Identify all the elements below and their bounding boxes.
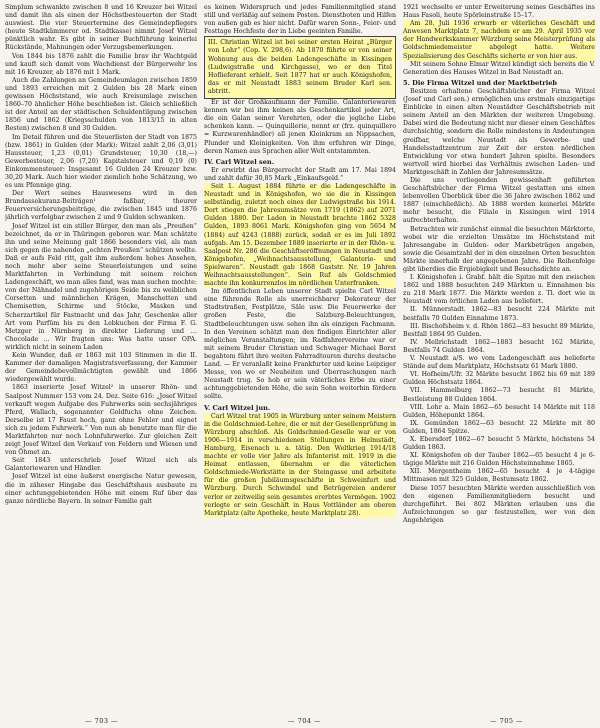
paragraph: Betrachten wir zunächst einmal die besuchten Märktorte, wobei wir die erzielten Umsätze im Höchststand mit Jahresangabe in Gulden- oder Markbeträgen angeben, sowie die Gesamtzahl der in den einzelnen Orten besuchten Märkte innerhalb der angegebenen Jahre. Die Reihenfolge gibt überdies die Ergiebigkeit und Besuchsdichte an. — [403, 225, 595, 273]
paragraph: 1921 wechselte er unter Erweiterung seines Geschäftes ins Haus Fasoli, heute Spörleinstraße 15–17. — [403, 4, 595, 20]
paragraph: X. Ebersdorf 1862—67 besucht 5 Märkte, höchstens 54 Gulden 1863. — [403, 435, 595, 452]
paragraph: VI. Hofheim/Ufr. 32 Märkte besucht 1862 bis 69 mit 189 Gulden Höchstsatz 1864. — [403, 371, 595, 387]
page-number-center: — 704 — — [288, 717, 322, 725]
paragraph: VII. Hammelburg 1862—73 besucht 81 Märkte, Bestleistung 88 Gulden 1864. — [403, 387, 595, 403]
page-number-right: — 705 — — [490, 717, 524, 725]
paragraph: Seit 1. August 1884 führte er die Ladengeschäfte in Neustadt und in Königshofen, wo sie die in Kissingen selbständig, zuletzt noch eines der Ludwigstraße bis 1914. Dort stiegen die Jahresumsätze von 1719 (1862) auf 2071 Gulden 1880. Der Laden in Neustadt brachte 1862 5328 Gulden, 1893 8061 Mark. Königshofen ging von 5654 M (1884) auf 4243 (1888) zurück, sodaß er es im Juli 1892 aufgab. Am 15. Dezember 1889 inserierte er in der Rhön- u. Saalpost Nr. 286 die Geschäftseröffnungen in Neustadt und Königshofen, „Weihnachtsausstellung, Galanterie- und Spielwaren“. Neustadt gab 1868 Gaststr. Nr. 19 Jahren Weihnachtsausstellungen“. Sein Ruf als Goldschmied machte ihn konkurrenzlos im nördlichen Unterfranken. — [204, 182, 396, 288]
paragraph: Im Detail führen und die Steuerlisten der Stadt von 1875 (bzw. 1861) in Gulden (der Mark): Witzel zahlt 2,06 (3,01) Haussteuer, 1,23 (0,01) Grundsteuer, 10,30 (18,—) Gewerbesteuer, 2,06 (7,20) Kapitalsteuer und 0,19 (0) Einkommensteuer: Insgesamt 16 Gulden 24 Kreuzer bzw. 30,20 Mark. Auch hier wieder ziemlich hohe Schätzung, wo es um Pfennige ging. — [5, 133, 197, 190]
paragraph: Die uns vorliegenden gewissenhaft geführten Geschäftsbücher der Firma Witzel gestatten uns einen lebenvollen Überblick über die 36 Jahre zwischen 1862 und 1887 (einschließlich). Ab 1888 werden keinerlei Märkte mehr besucht, die Filiale in Kissingen wird 1914 aufrechterhalten. — [403, 176, 595, 225]
paragraph: Simplum schwankte zwischen 8 und 16 Kreuzer bei Witzel und damit ihn als einen der Höchstbesteuerten der Stadt auswiest. Die vier Steuertermine des Gemeindepflegers (heute Stadtkämmerer od. Stadtkasse) nimmt Josef Witzel pünktlich wahr. Es gibt in seiner Buchführung keinerlei Rückstände, Mahnungen oder Verzugsbemerkungen. — [5, 4, 197, 52]
paragraph: Er erwirbt das Bürgerrecht der Stadt am 17. Mai 1894 und zahlt dafür 30,85 Mark „Einkaufsgeld.“ — [204, 166, 396, 182]
section-heading: 5. Die Firma Witzel und der Marktbetrieb — [403, 78, 558, 87]
paragraph: Im öffentlichen Leben unserer Stadt spielte Carl Witzel eine führende Rolle als unerreichbarer Dekorateur der Stadtstraßen, Festplätze, Säle usw. Die Feuerwerke der großen Feste, die Salzburg-Beleuchtungen, Stadtbeleuchtungen usw. sehen ihn als einzigen Fachmann. In den Vereinen schätzt man den findigen Einrichter aller möglichen Veranstaltungen; im Radfahrervereine war er mit seinem Bruder Christian und Schwager Michael Borst begabtem führt ihre weiten Fahrradtouren durchs deutsche Land. — Er veranlaßt keine Frankfurter und keine Leipziger Messe, von wo er Neuheiten und Überraschungen nach Neustadt trug. So hob er sein väterliches Erbe zu einer achtunggebietenden Höhe, die sein Sohn weiterhin fördern sollte. — [204, 288, 396, 401]
paragraph: Am 28. Juli 1936 erwarb er väterliches Geschäft und Anwesen Marktplatz 7, nachdem er am 29. April 1935 vor der Handwerkskammer Würzburg seine Meisterprüfung als Goldschmiedemeister abgelegt hatte. Weitere Spezialisierung des Geschäfts sicherte er von hier aus. — [403, 20, 595, 60]
paragraph: Seit 1843 unterschrieb Josef Witzel sich als Galanteriewaren und Händler. — [5, 457, 197, 473]
paragraph: Carl Witzel trat 1905 in Würzburg unter seinem Meistern in die Goldschmied-Lehre, die er mit der Gesellenprüfung in Würzburg abschloß. Als Goldschmied-Geselle war er von 1906—1914 in verschiedenen Stellungen in Helmstädt, Hamburg, Eisenach u. a. tätig. Den Weltkrieg 1914/18 machte er volle vier Jahre als Infanterist mit. 1919 in die Heimat entlassen, übernahm er die väterlichen Goldschmiede-Werkstätte in der Steingasse und arbeitete für die großen Jubiläumsgeschäfte in Schweinfurt und Würzburg. Durch Schwindel und Betrügereien anderer verlor er zeitweilig sein gesamtes ererbtes Vermögen. 1902 verlegte er sein Geschäft in Haus Vottländer am oberen Marktplatz (alte Apotheke, heute Marktplatz 28). — [204, 412, 396, 517]
paragraph: Auch die Zahlungen an Gemeindeumlagen zwischen 1859 und 1893 erreichen mit 2 Gulden bis 28 Mark einen gewissen Höchststand, wie auch Kreisumlage zwischen 1860–70 ähnlicher Höhe beschließen ist. Gleich schließlich ist der Anteil an der städtischen Schuldentilgung zwischen 1856 und 1862 (Kriegsschulden von 1813/15 in alten Resten) zwischen 8 und 30 Gulden. — [5, 76, 197, 133]
boxed-paragraph: III. Christian Witzel ist bei seiner ersten Heirat „Bürger von Lohr“ (Cop. V. 298,6). Ab 1870 führte er von seiner Wohnung aus die beiden Ladengeschäfte in Kissingen (Ludwigstraße und Kirchgasse), wo er den Titel Hoflieferant erhielt. Seit 1877 hat er auch Königshofen, das er mit Neustadt 1883 seinem Bruder Karl sen. abtritt. — [204, 36, 396, 99]
paragraph: Besitzen erhaltene Geschäftsbücher der Firma Witzel (Josef und Carl sen.) ermöglichen uns erstmals einzigartige Einblicke in einen alten Neustädter Geschäftsbetrieb mit seinem Anteil an den Märkten der weiteren Umgebung. Dabei wird die Bedeutung nicht nur dieser einen Geschäftes durchsichtig, sondern die Rolle mindestens in Andeutungen greifbar, welche Neustadt als Gewerbe- und Handelsstadtzentrum zur Zeit der ersten nördlichen Entwicklung vor etwa hundert Jahren spielte. Besonders wertvoll wird hierbei das Verhältnis zwischen Laden- und Marktgeschäft in Zahlen der Jahresumsätze. — [403, 87, 595, 176]
paragraph: V. Neustadt a/S. wo vom Ladengeschäft aus belieferte Stände auf dem Marktplatz, Höchstsatz 61 Mark 1880. — [403, 355, 595, 371]
paragraph: Von 1844 bis 1876 zahlt die Familie brav ihr Wachtgeld und kauft sich damit vom Wachdienst der Bürgerwehr los mit 16 Kreuzer, ab 1876 mit 1 Mark. — [5, 52, 197, 76]
paragraph: XII. Mergentheim 1862—65 besucht 4 je 4-tägige Mittmasen mit 325 Gulden, Bestumsatz 1862. — [403, 468, 595, 484]
column-right — [403, 4, 595, 712]
paragraph: VIII. Lohr a. Main 1862—65 besucht 14 Märkte mit 118 Gulden, Höhepunkt 1864. — [403, 403, 595, 419]
paragraph: Diese 1057 besuchten Märkte werden ausschließlich von den eigenen Familienmitgliedern besucht und durchgeführt. Bei 802 Märkten erlauben uns die Aufzeichnungen so gar festzustellen, wer von den Angehörigen — [403, 484, 595, 524]
paragraph: 1863 inserierte Josef Witzel² in unserer Rhön- und Saalpost Nummer 153 vom 24. Dez. Seite 616: „Josef Witzel verkauft wegen Aufgabe des Fuhrwerks sein sechsjähriges Pferd, Wallach, sogenannter Goldfuchs ohne Zeichen. Derselbe ist 17 Faust hoch, ganz ohne Fehler und eignet sich zu jedem Fuhrwerk.“ Von nun ab benutzte man für die Marktfahrten nur noch Lohnfuhrwerke. Zur gleichen Zeit zeigt Josef Witzel den Verkauf von Feldern und Wiesen und von Öhmet an. — [5, 384, 197, 457]
paragraph: IV. Mellrichstadt 1862—1883 besucht 162 Märkte, Bestfalls 74 Gulden 1864. — [403, 338, 595, 354]
paragraph: I. Königshofen i. Grabf. hält die Spitze mit den zwischen 1862 und 1888 besuchten 249 Märkten u. Einnahmen bis zu 218 Mark 1877. Die Märkte werden z. Tl. dort wie in Neustadt vom örtlichen Laden aus beliefert. — [403, 274, 595, 306]
paragraph: II. Münnerstadt. 1862—83 besucht 224 Märkte mit bestfalls 70 Gulden Einnahme 1873. — [403, 306, 595, 322]
column-left — [5, 4, 197, 712]
paragraph: Er ist der Großkaufmann der Familie. Galanteriewaren kennen wir bei ihm keinen als Geschenkartikel jeder Art, die ein Galan seiner Verehrten, oder die jegliche Liebe schenken kann. — Quinquillerie, nennt er (frz. quinquillero = Kurzwarenhändler) all jenen Kleinkram an Nippsachen, Plunder und Kleinigkeiten. Von ihm erfuhren wir Dinge, deren Namen aus Sprachen aller Welt entstammten. — [204, 99, 396, 155]
paragraph: IX. Gemünden 1862—63 besucht 22 Märkte mit 80 Gulden, 1864 Spitze. — [403, 419, 595, 435]
column-middle — [204, 4, 396, 712]
paragraph: III. Bischofsheim v. d. Rhön 1862—83 besucht 89 Märkte, Bestfall 1864 95 Gulden. — [403, 322, 595, 338]
paragraph: Josef Witzel ist ein stiller Bürger, den man als „Preußen“ bezeichnet, da er in Thüringen geboren war. Man schätzte ihn und seine Meinung galt 1866 besonders viel, als man sich gegen die nahenden „echten Preußen“ schützen wollte. Daß er aufs Feld ritt, galt ihm außerdem hohes Ansehen, noch mehr aber seine Steuerleistungen und seine Marktfahrten in Verbindung mit seinem reichen Ladengeschäft, wo man alles fand, was man suchen mochte: von der Nähnadel und zugehörigen Seide bis zu weiblichen Corsetten und männlichen Krägen, Manschetten und Chemisetten, Schirme und Stöcke, Masken und Scherzartikel für Fastnacht und das Jahr, Geschenke aller Art vom Parfüm bis zu den Lebkuchen der Firma F. G. Metzger in Nürnberg in direkter Lieferung und … Chocolade … Wir fragten uns: Was hatte unser OPA. wirklich nicht in seinem Laden — [5, 222, 197, 351]
paragraph: Kein Wunder, daß er 1863 mit 103 Stimmen in die II. Kammer der damaligen Magistratsverfassung, der Kammer der Gemeindebevollmächtigten gewählt und 1866 wiedergewählt wurde. — [5, 352, 197, 384]
paragraph: Der Wert seines Hauswesens wird in den Brandassekuranz-Beiträgen¹ faßbar, theurer Feuerversicherungsbeiträge, die zwischen 1845 und 1876 jährlich verfolgbar zwischen 2 und 9 Gulden schwanken. — [5, 190, 197, 222]
paragraph: XI. Königshofen ob der Tauber 1862—65 besucht 4 je 6-tägige Märkte mit 216 Gulden Höchsteinnahme 1865. — [403, 452, 595, 468]
section-heading: V. Carl Witzel jun. — [204, 403, 271, 412]
paragraph: es keinen Widerspruch und jedes Familienmitglied stand still und verläßig auf seinem Posten. Dienstboten und Hilfen von außen gab es hier nicht. Dafür waren Sonn-, Feier- und Festtage Hochfeste der in Liebe geeinten Familie. — [204, 4, 396, 36]
paragraph: Josef Witzel ist eine äußerst energische Natur gewesen, die in zäheser Hingabe das Geschäftshaus ausbaute zu einer achtunggebietenden Höhe mit einem Ruf über das ganze nördliche Bayern. In seiner Familie galt — [5, 473, 197, 505]
section-heading: IV. Carl Witzel sen. — [204, 157, 275, 166]
page-number-left: — 703 — — [85, 717, 119, 725]
paragraph: Mit seinem Sohne Elmar Witzel kündigt sich bereits die V. Generation des Hauses Witzel in Bad Neustadt an. — [403, 60, 595, 76]
